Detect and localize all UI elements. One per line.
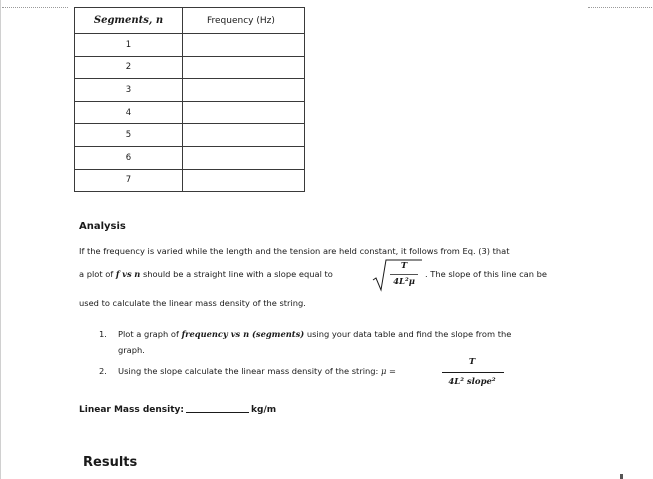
table-header-row (75, 8, 305, 34)
segment-cell: 3 (75, 79, 183, 102)
results-heading: Results (83, 455, 138, 470)
data-table (74, 7, 305, 192)
list-item-1 (118, 329, 511, 339)
analysis-line-1: If the frequency is varied while the length and the tension are held constant, it follows from Eq. (3) that (79, 246, 510, 256)
vs-word: vs (122, 269, 132, 279)
line2-mid: should be a straight line with a slope equal to (142, 269, 333, 279)
list-number-1: 1. (99, 329, 107, 339)
col-header-frequency: Frequency (Hz) (183, 8, 305, 34)
item1-post: using your data table and find the slope from the (306, 329, 512, 339)
segment-cell: 6 (75, 146, 183, 169)
analysis-line-2-post: . The slope of this line can be (425, 269, 547, 279)
mu-numerator: T (468, 357, 476, 367)
mu-fraction-bar (442, 372, 504, 373)
list-number-2: 2. (99, 366, 107, 376)
linear-mass-density-line (79, 405, 276, 415)
table-row (75, 146, 305, 169)
frequency-cell[interactable] (183, 124, 305, 147)
segment-cell: 1 (75, 34, 183, 57)
frequency-cell[interactable] (183, 56, 305, 79)
list-item-2 (118, 366, 396, 376)
item1-math: frequency vs n (segments) (181, 329, 305, 339)
linear-mass-blank[interactable] (186, 412, 249, 413)
frequency-cell[interactable] (183, 79, 305, 102)
analysis-line-2 (79, 269, 333, 279)
header-margin-left (2, 7, 68, 8)
page-left-edge (0, 0, 1, 479)
item2-text: Using the slope calculate the linear mass density of the string: (118, 366, 379, 376)
frequency-cell[interactable] (183, 34, 305, 57)
table-row (75, 169, 305, 192)
segment-cell: 4 (75, 101, 183, 124)
var-n: n (134, 269, 141, 279)
item1-pre: Plot a graph of (118, 329, 179, 339)
table-row (75, 34, 305, 57)
table-row (75, 79, 305, 102)
table-row (75, 56, 305, 79)
table-row (75, 124, 305, 147)
sqrt-denominator: 4L²μ (393, 277, 415, 287)
linear-mass-label: Linear Mass density: (79, 405, 185, 415)
var-f: f (115, 269, 120, 279)
analysis-heading: Analysis (79, 221, 126, 232)
mu-denominator: 4L² slope² (448, 377, 496, 387)
col-header-segments: Segments, n (75, 8, 183, 34)
segment-cell: 7 (75, 169, 183, 192)
list-item-1-cont: graph. (118, 345, 145, 355)
frequency-cell[interactable] (183, 146, 305, 169)
line2-pre: a plot of (79, 269, 114, 279)
segment-cell: 5 (75, 124, 183, 147)
linear-mass-unit: kg/m (251, 405, 277, 415)
scroll-mark (620, 474, 623, 479)
sqrt-fraction (372, 258, 422, 292)
table-row (75, 101, 305, 124)
header-margin-right (588, 7, 652, 8)
frequency-cell[interactable] (183, 169, 305, 192)
item2-mu: μ = (381, 366, 396, 376)
sqrt-numerator: T (400, 261, 408, 271)
analysis-line-3: used to calculate the linear mass density of the string. (79, 298, 306, 308)
segment-cell: 2 (75, 56, 183, 79)
frequency-cell[interactable] (183, 101, 305, 124)
